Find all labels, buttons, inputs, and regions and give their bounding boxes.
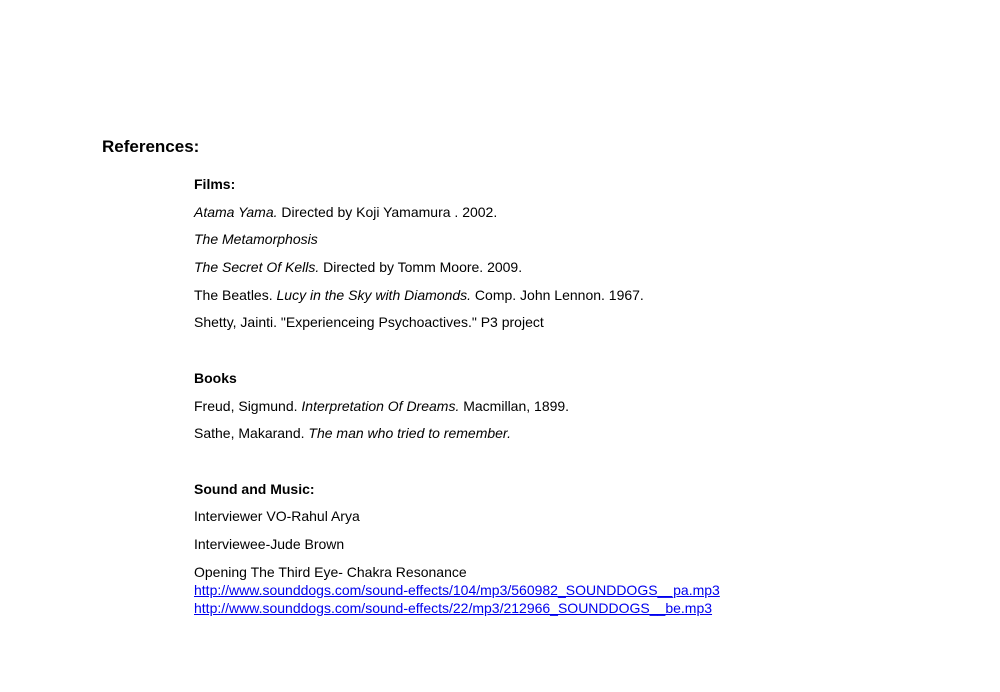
sound-entry: Interviewer VO-Rahul Arya <box>194 508 360 525</box>
sound-entry: Interviewee-Jude Brown <box>194 535 345 552</box>
book-details: Macmillan, 1899. <box>459 397 570 414</box>
film-title: Lucy in the Sky with Diamonds. <box>276 286 472 303</box>
sound-link[interactable]: http://www.sounddogs.com/sound-effects/104/mp3/560982_SOUNDDOGS__pa.mp3 <box>194 581 720 598</box>
book-author: Freud, Sigmund. <box>194 397 302 414</box>
book-title: Interpretation Of Dreams. <box>301 397 460 414</box>
film-title: The Secret Of Kells. <box>194 259 320 276</box>
film-title: Atama Yama. <box>194 203 278 220</box>
film-entry <box>194 314 894 342</box>
sound-entry: Opening The Third Eye- Chakra Resonance <box>194 563 467 580</box>
film-details: Directed by Koji Yamamura . 2002. <box>277 203 498 220</box>
film-entry <box>194 287 894 315</box>
book-title: The man who tried to remember. <box>308 425 511 442</box>
film-entry <box>194 231 894 259</box>
sound-link-row <box>194 600 894 618</box>
film-entry <box>194 204 894 232</box>
references-list <box>194 176 894 618</box>
film-title: The Metamorphosis <box>194 231 318 248</box>
films-section-title: Films: <box>194 176 236 192</box>
film-details: Directed by Tomm Moore. 2009. <box>319 259 523 276</box>
books-section-title: Books <box>194 369 237 386</box>
book-entry <box>194 398 894 426</box>
film-entry <box>194 259 894 287</box>
film-details: Comp. John Lennon. 1967. <box>471 286 644 303</box>
film-author: The Beatles. <box>194 286 277 303</box>
page-heading: References: <box>102 137 200 156</box>
sound-link[interactable]: http://www.sounddogs.com/sound-effects/22/mp3/212966_SOUNDDOGS__be.mp3 <box>194 599 713 616</box>
book-author: Sathe, Makarand. <box>194 425 309 442</box>
section-spacer <box>194 453 894 481</box>
sound-link-row <box>194 582 894 600</box>
book-entry <box>194 425 894 453</box>
section-spacer <box>194 342 894 370</box>
film-citation: Shetty, Jainti. "Experienceing Psychoactives." P3 project <box>194 314 544 331</box>
sound-section-title: Sound and Music: <box>194 480 315 497</box>
